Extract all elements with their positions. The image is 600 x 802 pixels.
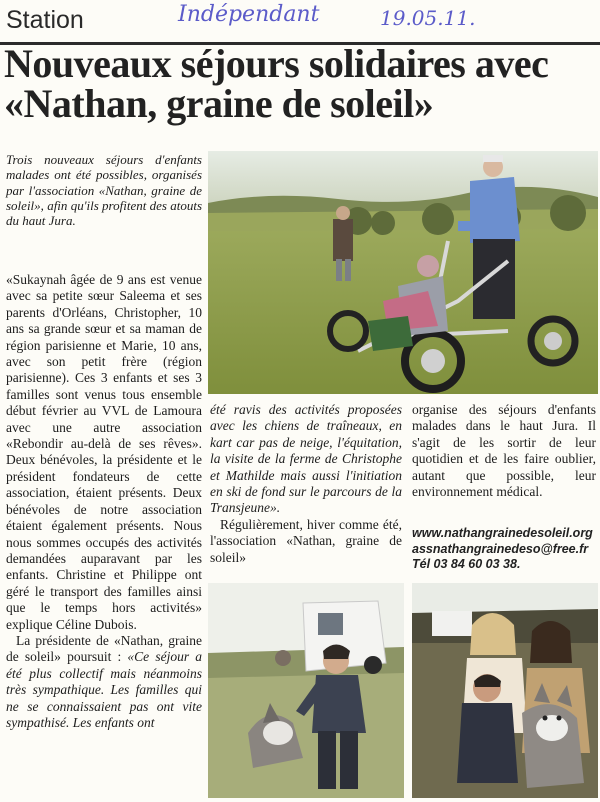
column1-p2-start: La présidente de «Nathan, graine de soleil» poursuit : xyxy=(6,632,202,665)
photo-kart-field xyxy=(208,151,598,394)
handwritten-source-note: Indépendant xyxy=(178,2,320,27)
article-column-2 xyxy=(210,402,402,566)
article-lead xyxy=(6,152,202,228)
contact-email: assnathangrainedeso@free.fr xyxy=(412,541,589,556)
handwritten-date-note: 19.05.11. xyxy=(380,6,476,30)
article-column-3 xyxy=(412,402,596,500)
column1-p1-text: «Sukaynah âgée de 9 ans est venue avec sa petite sœur Saleema et ses parents d'Orléans, Christopher, 10 ans sa grande sœur et sa maman de région parisienne et Marie, 10 ans, avec son petit frère (région parisienne). Ces 3 enfants et ses 3 familles sont venus tous ensemble début février au VVL de Lamoura avec une autre association «Rebondir au-delà de ses rêves». Deux bénévoles, la présidente et le président fondateurs de cette association, étaient présents. Deux bénévoles de notre association étaient également présents. Nous nous sommes occupés des activités demandées auparavant par les enfants. Christine et Philippe ont géré le transport des familles ainsi que le temps hors activités» xyxy=(6,272,202,616)
photo-boy-with-husky xyxy=(208,583,404,798)
column1-paragraph-2 xyxy=(6,633,202,731)
column2-paragraph-2: Régulièrement, hiver comme été, l'association «Nathan, graine de soleil» xyxy=(210,516,402,565)
contact-website: www.nathangrainedesoleil.org xyxy=(412,526,593,540)
article-column-1 xyxy=(6,272,202,731)
article-headline: Nouveaux séjours solidaires avec «Nathan, graine de soleil» xyxy=(4,41,549,126)
photo-family-with-husky xyxy=(412,583,598,798)
lead-text: Trois nouveaux séjours d'enfants malades ont été possibles, organisés par l'association «Nathan, graine de soleil», afin qu'ils profitent des atouts du haut Jura. xyxy=(6,152,202,229)
section-title: Station xyxy=(6,6,84,34)
column1-p1-tail: explique Céline Dubois. xyxy=(6,616,137,632)
contact-block xyxy=(412,526,598,573)
column1-paragraph-1 xyxy=(6,272,202,633)
column2-paragraph-1: été ravis des activités proposées avec les chiens de traîneaux, en kart car pas de neige, l'équitation, la visite de la ferme de Christophe et Mathilde mais aussi l'initiation en ski de fond sur le parcours de la Transjeune». xyxy=(210,402,402,516)
column1-p2-quote: «Ce séjour a été plus collectif mais néanmoins très sympathique. Les familles qui ne se connaissaient pas ont vite sympathisé. Les enfants ont xyxy=(6,649,203,730)
contact-phone: Tél 03 84 60 03 38. xyxy=(412,557,521,571)
column3-paragraph-1: organise des séjours d'enfants malades dans le haut Jura. Il s'agit de les sortir de leur quotidien et de les faire oublier, autant que possible, leur environnement médical. xyxy=(412,402,596,500)
